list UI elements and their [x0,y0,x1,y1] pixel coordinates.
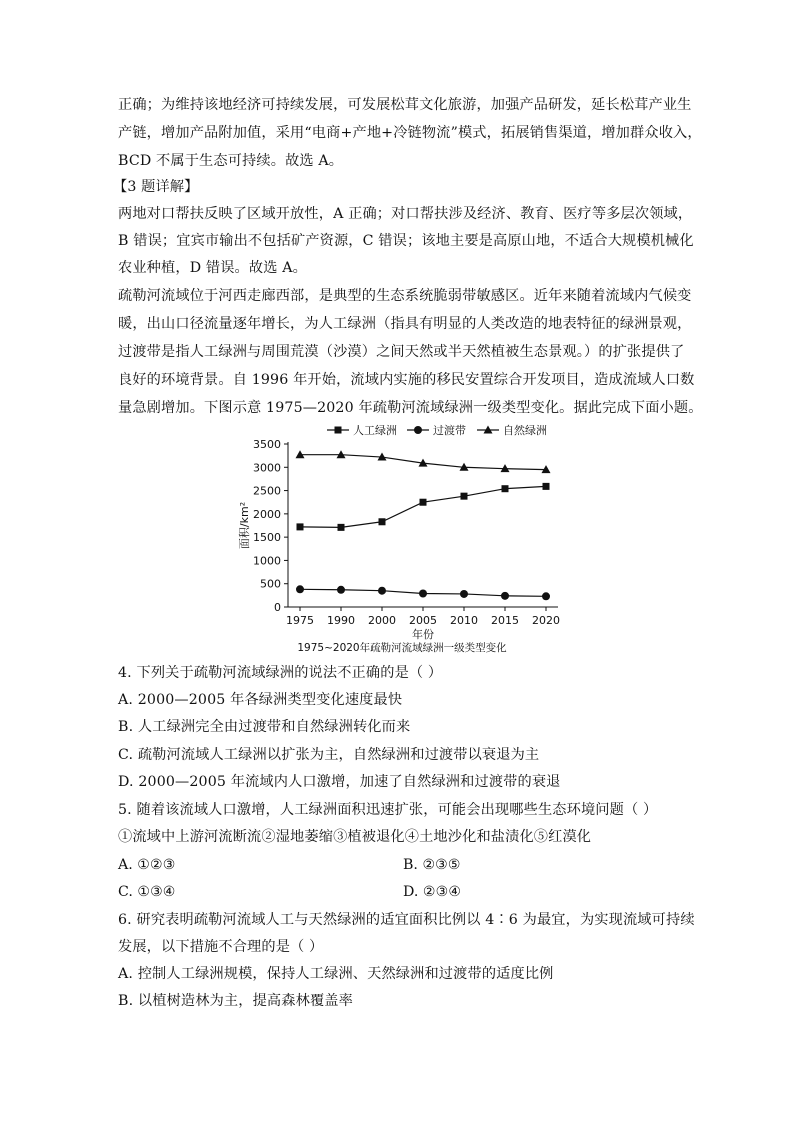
legend-label: 人工绿洲 [353,424,397,437]
chart-caption: 1975~2020年疏勒河流域绿洲一级类型变化 [297,642,507,654]
q5-option-a: A. ①②③ [118,857,176,873]
series-2-point [378,587,386,595]
series-2-point [419,589,427,597]
y-tick-label: 1500 [253,531,281,545]
series-1-point [338,524,345,531]
x-tick-label: 2005 [409,614,437,627]
y-tick-label: 1000 [253,554,281,568]
q3-detail-line: B 错误；宜宾市输出不包括矿产资源，C 错误；该地主要是高原山地，不适合大规模机械化 [118,233,694,249]
series-1-point [297,523,304,530]
q4-option-c: C. 疏勒河流域人工绿洲以扩张为主，自然绿洲和过渡带以衰退为主 [118,747,540,763]
y-tick-label: 500 [260,577,281,591]
q4-stem: 4. 下列关于疏勒河流域绿洲的说法不正确的是（ ） [118,665,443,681]
legend-marker [335,427,342,434]
q5-option-c: C. ①③④ [118,884,176,900]
q3-detail-line: 两地对口帮扶反映了区域开放性，A 正确；对口帮扶涉及经济、教育、医疗等多层次领域， [118,206,693,222]
analysis-line: 正确；为维持该地经济可持续发展，可发展松茸文化旅游，加强产品研发，延长松茸产业生 [118,97,692,113]
x-tick-label: 1975 [286,614,314,627]
series-line-1 [300,486,546,527]
q6-stem: 6. 研究表明疏勒河流域人工与天然绿洲的适宜面积比例以 4∶6 为最宜，为实现流域可持续 [118,912,695,928]
series-2-point [337,586,345,594]
q5-option-b: B. ②③⑤ [403,857,461,873]
series-2-point [296,585,304,593]
analysis-line: BCD 不属于生态可持续。故选 A。 [118,153,344,169]
series-1-point [461,493,468,500]
legend-label: 自然绿洲 [503,424,547,437]
chart-svg [232,420,572,646]
q3-detail-heading: 【3 题详解】 [113,179,199,195]
q4-option-d: D. 2000—2005 年流域内人口激增，加速了自然绿洲和过渡带的衰退 [118,774,561,790]
legend-label: 过渡带 [433,424,466,437]
y-tick-label: 3500 [253,438,281,451]
q3-detail-line: 农业种植，D 错误。故选 A。 [118,260,307,276]
q6-option-b: B. 以植树造林为主，提高森林覆盖率 [118,993,353,1009]
series-2-point [542,592,550,600]
q5-option-d: D. ②③④ [403,884,462,900]
series-1-point [379,518,386,525]
q5-items: ①流域中上游河流断流②湿地萎缩③植被退化④土地沙化和盐渍化⑤红漠化 [118,829,592,845]
series-1-point [543,483,550,490]
passage-line: 暖，出山口径流量逐年增长，为人工绿洲（指具有明显的人类改造的地表特征的绿洲景观， [118,316,692,332]
x-tick-label: 2000 [368,614,396,627]
x-tick-label: 2020 [532,614,560,627]
passage-line: 疏勒河流域位于河西走廊西部，是典型的生态系统脆弱带敏感区。近年来随着流域内气候变 [118,288,692,304]
x-tick-label: 2015 [491,614,519,627]
q4-option-a: A. 2000—2005 年各绿洲类型变化速度最快 [118,692,403,708]
y-tick-label: 3000 [253,461,281,475]
analysis-line: 产链，增加产品附加值，采用“电商+产地+冷链物流”模式，拓展销售渠道，增加群众收入， [118,125,702,141]
y-tick-label: 2500 [253,484,281,498]
y-tick-label: 2000 [253,507,281,521]
oasis-line-chart [232,420,572,656]
passage-line: 量急剧增加。下图示意 1975—2020 年疏勒河流域绿洲一级类型变化。据此完成下面小题。 [118,400,703,416]
x-tick-label: 1990 [327,614,355,627]
series-1-point [502,485,509,492]
q5-stem: 5. 随着该流域人口激增，人工绿洲面积迅速扩张，可能会出现哪些生态环境问题（ ） [118,802,658,818]
passage-line: 过渡带是指人工绿洲与周围荒漠（沙漠）之间天然或半天然植被生态景观。）的扩张提供了 [118,344,685,360]
q4-option-b: B. 人工绿洲完全由过渡带和自然绿洲转化而来 [118,719,411,735]
y-tick-label: 0 [274,601,281,614]
x-axis-label: 年份 [412,628,434,641]
q6-stem: 发展，以下措施不合理的是（ ） [118,939,324,955]
series-2-point [501,592,509,600]
series-2-point [460,590,468,598]
x-tick-label: 2010 [450,614,478,627]
passage-line: 良好的环境背景。自 1996 年开始，流域内实施的移民安置综合开发项目，造成流域人口数 [118,372,695,388]
legend-marker [414,426,422,434]
q6-option-a: A. 控制人工绿洲规模，保持人工绿洲、天然绿洲和过渡带的适度比例 [118,966,554,982]
series-1-point [420,499,427,506]
y-axis-label: 面积/km² [238,501,251,550]
